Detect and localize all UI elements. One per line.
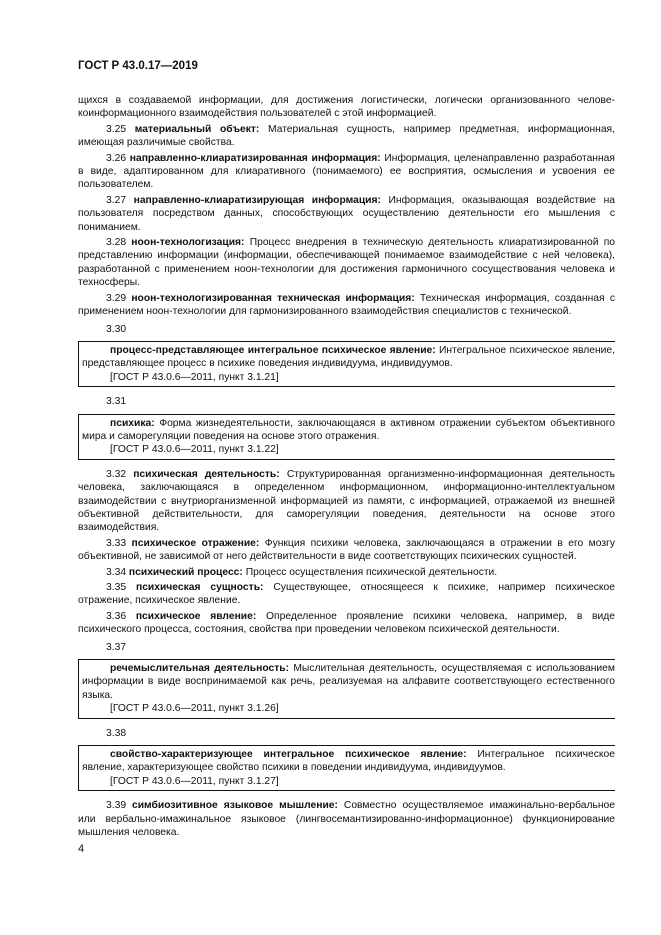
term-reference: [ГОСТ Р 43.0.6—2011, пункт 3.1.21] [110, 371, 279, 383]
term-number-3-37: 3.37 [106, 641, 127, 653]
term-3-29: 3.29 ноон-технологизированная техническая информация: Техническая информация, созданная с применением ноон-технологии для гармонизированного взаимодействия специалистов с технической. [78, 292, 615, 318]
quoted-term-3-37: речемыслительная деятельность: Мыслительная деятельность, осуществляемая с использованием информации в виде воспринимаемой как речь, реализуемая на алфавите соответствующего естественного языка. [82, 663, 615, 701]
term-3-25: 3.25 материальный объект: Материальная сущность, например предметная, информационная, имеющая различимые свойства. [78, 123, 615, 149]
term-reference: [ГОСТ Р 43.0.6—2011, пункт 3.1.27] [110, 775, 279, 787]
quoted-term-3-31: психика: Форма жизнедеятельности, заключающаяся в активном отражении субъектом объективного мира и саморегуляции поведения на основе этого отражения. [82, 417, 615, 442]
quoted-term-box-3-37 [78, 659, 615, 719]
term-3-35: 3.35 психическая сущность: Существующее, относящееся к психике, например психическое отражение, психическое явление. [78, 582, 615, 607]
document-body [78, 94, 615, 842]
quoted-term-box-3-30 [78, 341, 615, 387]
term-reference: [ГОСТ Р 43.0.6—2011, пункт 3.1.26] [110, 703, 279, 715]
quoted-term-box-3-38 [78, 745, 615, 791]
term-3-34: 3.34 психический процесс: Процесс осуществления психической деятельности. [106, 566, 498, 578]
term-number-3-31: 3.31 [106, 396, 127, 408]
term-3-36: 3.36 психическое явление: Определенное проявление психики человека, например, в виде психического процесса, состояния, свойства при проведении человеком психической деятельности. [78, 610, 616, 636]
term-3-32: 3.32 психическая деятельность: Структурированная организменно-информационная деятельность человека, заключающаяся в определенном информационном, информационно-интеллектуальном взаимодействии с внутриорганизменной информацией из памяти, с информацией, отражаемой из внешней объективной действительности, для саморегуляции поведения, деятельности на основе этого взаимодействия. [78, 468, 615, 534]
term-3-26: 3.26 направленно-клиаратизированная информация: Информация, целенаправленно разработанная в виде, адаптированном для клиаративного (понимаемого) ее восприятия, осмысления и усвоения ее пользователем. [78, 152, 615, 191]
term-3-27: 3.27 направленно-клиаратизирующая информация: Информация, оказывающая воздействие на пользователя посредством данных, способствующих осуществлению деятельности его мышления с пониманием. [78, 194, 615, 233]
term-3-28: 3.28 ноон-технологизация: Процесс внедрения в техническую деятельность клиаратизированной по представлению информации (информации, обеспечивающей понимаемое взаимодействие с ней человека), разработанной с применением ноон-технологии для достижения гармоничного сосуществования человека и техносферы. [78, 237, 615, 289]
intro-paragraph: щихся в создаваемой информации, для достижения логистически, логически организованного челове-коинформационного взаимодействия пользователей с этой информацией. [78, 95, 615, 120]
term-number-3-38: 3.38 [106, 727, 127, 739]
quoted-term-box-3-31 [78, 414, 615, 460]
page-number: 4 [78, 843, 85, 855]
term-3-33: 3.33 психическое отражение: Функция психики человека, заключающаяся в отражении в его мозгу объективной, не зависимой от него действительности в виде соответствующих психических сущностей. [78, 537, 615, 563]
term-3-39: 3.39 симбиозитивное языковое мышление: Совместно осуществляемое имажинально-вербальное или вербально-имажинальное языковое (лингвосемантизированно-информационное) функционирование мышления человека. [78, 800, 615, 839]
quoted-term-3-38: свойство-характеризующее интегральное психическое явление: Интегральное психическое явление, характеризующее свойство психики в поведении индивидуума, индивидуумов. [82, 749, 615, 774]
document-header: ГОСТ Р 43.0.17—2019 [78, 60, 198, 72]
term-number-3-30: 3.30 [106, 323, 127, 335]
quoted-term-3-30: процесс-представляющее интегральное психическое явление: Интегральное психическое явление, представляющее процесс в психике поведения индивидуума, индивидуумов. [82, 344, 615, 370]
term-reference: [ГОСТ Р 43.0.6—2011, пункт 3.1.22] [110, 444, 279, 456]
